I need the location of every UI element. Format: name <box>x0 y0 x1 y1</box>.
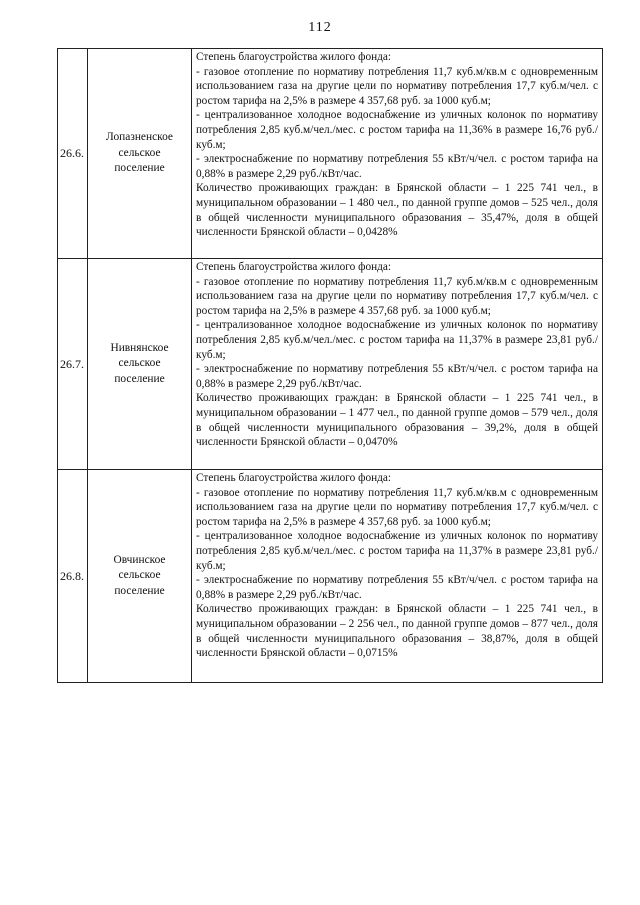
settlement-name: Лопазненское сельское поселение <box>88 49 192 259</box>
gas-heating-item: - газовое отопление по нормативу потребления 11,7 куб.м/кв.м с одновременным использованием газа на другие цели по нормативу потребления 17,7 куб.м/чел. с ростом тарифа на 2,5% в размере 4 357,68 руб. за 1000 куб.м; <box>196 275 598 317</box>
row-number: 26.8. <box>58 470 88 683</box>
description-heading: Степень благоустройства жилого фонда: <box>196 261 392 273</box>
gas-heating-item: - газовое отопление по нормативу потребления 11,7 куб.м/кв.м с одновременным использованием газа на другие цели по нормативу потребления 17,7 куб.м/чел. с ростом тарифа на 2,5% в размере 4 357,68 руб. за 1000 куб.м; <box>196 486 598 528</box>
water-supply-item: - централизованное холодное водоснабжение из уличных колонок по нормативу потребления 2,85 куб.м/чел./мес. с ростом тарифа на 11,37% в размере 23,81 руб./куб.м; <box>196 319 598 361</box>
settlement-description <box>192 49 603 259</box>
electricity-item: - электроснабжение по нормативу потребления 55 кВт/ч/чел. с ростом тарифа на 0,88% в размере 2,29 руб./кВт/час. <box>196 574 598 601</box>
population-text: Количество проживающих граждан: в Брянской области – 1 225 741 чел., в муниципальном образовании – 1 480 чел., по данной группе домов – 525 чел., доля в общей численности муниципального образования – 35,47%, доля в общей численности Брянской области – 0,0428% <box>196 182 598 239</box>
settlement-description <box>192 470 603 683</box>
description-heading: Степень благоустройства жилого фонда: <box>196 472 392 484</box>
settlement-name: Нивнянское сельское поселение <box>88 259 192 470</box>
settlement-description <box>192 259 603 470</box>
population-text: Количество проживающих граждан: в Брянской области – 1 225 741 чел., в муниципальном образовании – 1 477 чел., по данной группе домов – 579 чел., доля в общей численности муниципального образования – 39,2%, доля в общей численности Брянской области – 0,0470% <box>196 392 598 449</box>
population-text: Количество проживающих граждан: в Брянской области – 1 225 741 чел., в муниципальном образовании – 2 256 чел., по данной группе домов – 877 чел., доля в общей численности муниципального образования – 38,87%, доля в общей численности Брянской области – 0,0715% <box>196 603 598 660</box>
electricity-item: - электроснабжение по нормативу потребления 55 кВт/ч/чел. с ростом тарифа на 0,88% в размере 2,29 руб./кВт/час. <box>196 153 598 180</box>
table-row <box>58 259 603 470</box>
page-number: 112 <box>308 20 332 35</box>
table-row <box>58 49 603 259</box>
water-supply-item: - централизованное холодное водоснабжение из уличных колонок по нормативу потребления 2,85 куб.м/чел./мес. с ростом тарифа на 11,37% в размере 23,81 руб./куб.м; <box>196 530 598 572</box>
water-supply-item: - централизованное холодное водоснабжение из уличных колонок по нормативу потребления 2,85 куб.м/чел./мес. с ростом тарифа на 11,36% в размере 16,76 руб./куб.м; <box>196 109 598 151</box>
description-heading: Степень благоустройства жилого фонда: <box>196 51 392 63</box>
electricity-item: - электроснабжение по нормативу потребления 55 кВт/ч/чел. с ростом тарифа на 0,88% в размере 2,29 руб./кВт/час. <box>196 363 598 390</box>
row-number: 26.6. <box>58 49 88 259</box>
row-number: 26.7. <box>58 259 88 470</box>
table-row <box>58 470 603 683</box>
settlement-name: Овчинское сельское поселение <box>88 470 192 683</box>
settlements-table <box>57 48 603 683</box>
gas-heating-item: - газовое отопление по нормативу потребления 11,7 куб.м/кв.м с одновременным использованием газа на другие цели по нормативу потребления 17,7 куб.м/чел. с ростом тарифа на 2,5% в размере 4 357,68 руб. за 1000 куб.м; <box>196 65 598 107</box>
